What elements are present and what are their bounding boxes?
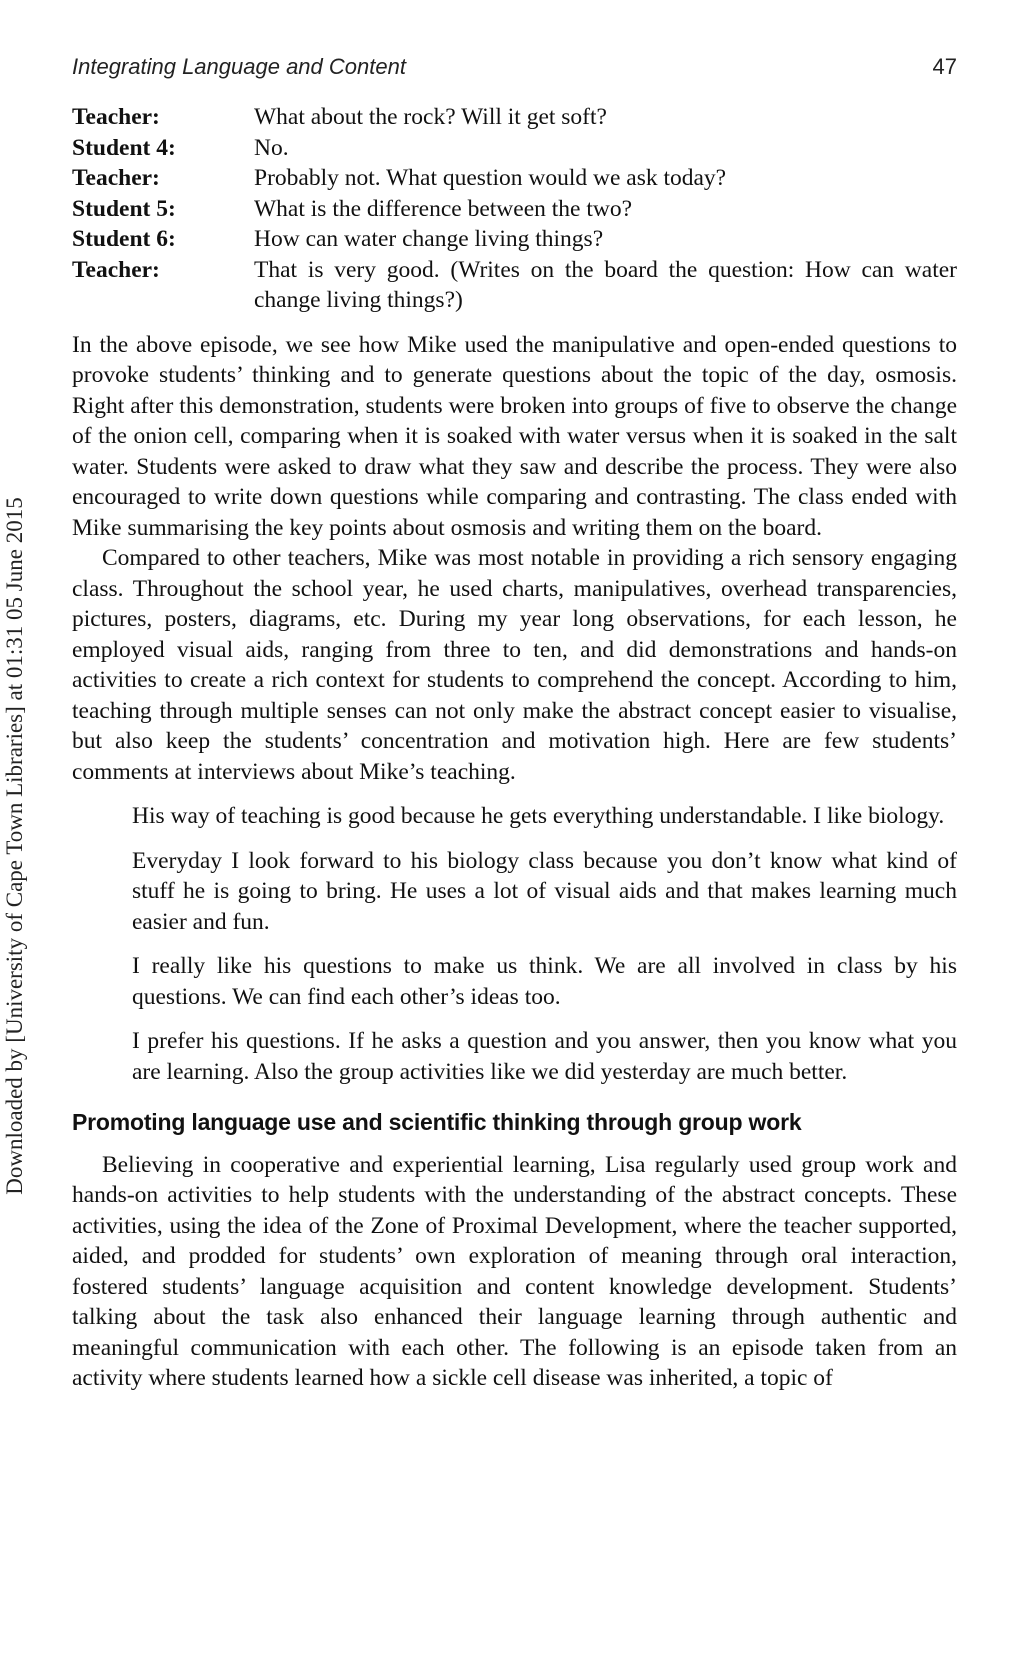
body-paragraph: In the above episode, we see how Mike used the manipulative and open-ended questions to provoke students’ thinking and to generate questions about the topic of the day, osmosis. Right after this demonstration, students were broken into groups of five to observe the change of the onion cell, comparing when it is soaked with water versus when it is soaked in the salt water. Students were asked to draw what they saw and describe the process. They were also encouraged to write down questions while comparing and contrasting. The class ended with Mike summarising the key points about osmosis and writing them on the board. bbox=[72, 331, 957, 541]
dialogue-row bbox=[72, 133, 957, 164]
speaker-label: Student 6: bbox=[72, 226, 176, 252]
dialogue-row bbox=[72, 194, 957, 225]
speaker-line: What is the difference between the two? bbox=[254, 195, 633, 222]
speaker-label: Teacher: bbox=[72, 104, 160, 130]
speaker-line: That is very good. (Writes on the board the question: How can water change living things?) bbox=[254, 256, 957, 313]
speaker-label: Student 4: bbox=[72, 134, 176, 161]
speaker-line: How can water change living things? bbox=[254, 226, 604, 252]
block-quote: Everyday I look forward to his biology class because you don’t know what kind of stuff he is going to bring. He uses a lot of visual aids and that makes learning much easier and fun. bbox=[132, 847, 957, 935]
speaker-label: Teacher: bbox=[72, 256, 160, 283]
speaker-label: Teacher: bbox=[72, 165, 160, 191]
running-title: Integrating Language and Content bbox=[72, 54, 406, 79]
dialogue-transcript bbox=[72, 102, 957, 316]
dialogue-row bbox=[72, 102, 957, 133]
block-quote: I really like his questions to make us think. We are all involved in class by his questions. We can find each other’s ideas too. bbox=[132, 953, 957, 1010]
block-quote: I prefer his questions. If he asks a question and you answer, then you know what you are learning. Also the group activities like we did yesterday are much better. bbox=[132, 1028, 957, 1085]
student-quotes bbox=[72, 801, 957, 1087]
body-paragraph: Believing in cooperative and experiential learning, Lisa regularly used group work and hands-on activities to help students with the understanding of the abstract concepts. These activities, using the idea of the Zone of Proximal Development, where the teacher supported, aided, and prodded for students’ own exploration of meaning through oral interaction, fostered students’ language acquisition and content knowledge development. Students’ talking about the task also enhanced their language learning through authentic and meaningful communication with each other. The following is an episode taken from an activity where students learned how a sickle cell disease was inherited, a topic of bbox=[72, 1151, 957, 1391]
dialogue-row bbox=[72, 224, 957, 255]
speaker-line: Probably not. What question would we ask today? bbox=[254, 165, 727, 191]
speaker-line: No. bbox=[254, 134, 289, 161]
speaker-label: Student 5: bbox=[72, 195, 176, 222]
speaker-line: What about the rock? Will it get soft? bbox=[254, 104, 607, 130]
section-heading: Promoting language use and scientific thinking through group work bbox=[72, 1109, 802, 1135]
download-watermark: Downloaded by [University of Cape Town Libraries] at 01:31 05 June 2015 bbox=[2, 497, 27, 1195]
dialogue-row bbox=[72, 255, 957, 316]
running-header bbox=[72, 54, 957, 82]
page-body bbox=[72, 102, 957, 1394]
body-paragraph: Compared to other teachers, Mike was most notable in providing a rich sensory engaging class. Throughout the school year, he used charts, manipulatives, overhead transparencies, pictures, posters, diagrams, etc. During my year long observations, for each lesson, he employed visual aids, ranging from three to ten, and did demonstrations and hands-on activities to create a rich context for students to comprehend the concept. According to him, teaching through multiple senses can not only make the abstract concept easier to visualise, but also keep the students’ concentration and motivation high. Here are few students’ comments at interviews about Mike’s teaching. bbox=[72, 545, 957, 785]
block-quote: His way of teaching is good because he gets everything understandable. I like biology. bbox=[132, 803, 945, 829]
page-number: 47 bbox=[932, 54, 957, 79]
dialogue-row bbox=[72, 163, 957, 194]
